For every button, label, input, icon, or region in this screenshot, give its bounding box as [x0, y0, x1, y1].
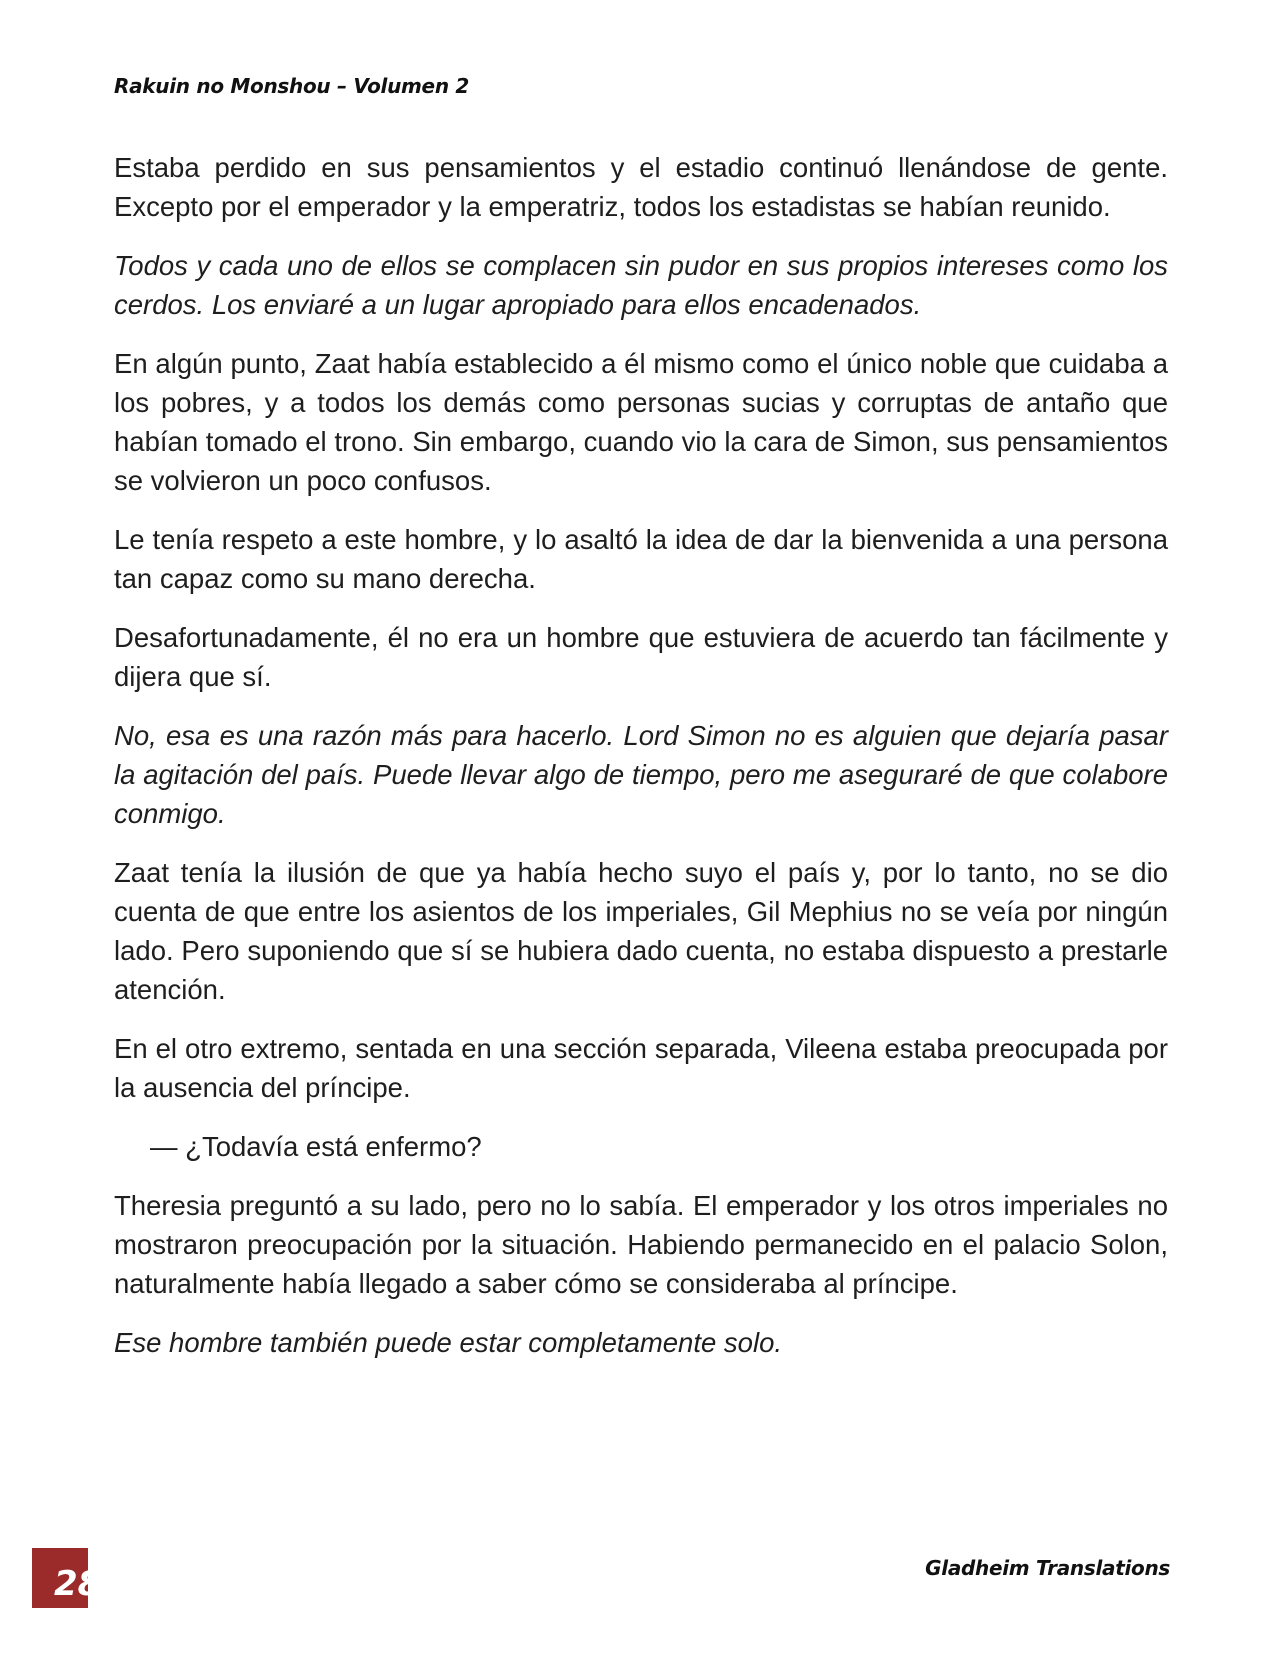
- paragraph: Zaat tenía la ilusión de que ya había hecho suyo el país y, por lo tanto, no se dio cuenta de que entre los asientos de los imperiales, Gil Mephius no se veía por ningún lado. Pero suponiendo que sí se hubiera dado cuenta, no estaba dispuesto a prestarle atención.: [114, 857, 1168, 1005]
- paragraph: Theresia preguntó a su lado, pero no lo sabía. El emperador y los otros imperiales no mostraron preocupación por la situación. Habiendo permanecido en el palacio Solon, naturalmente había llegado a saber cómo se consideraba al príncipe.: [114, 1190, 1168, 1299]
- paragraph: Estaba perdido en sus pensamientos y el estadio continuó llenándose de gente. Excepto por el emperador y la emperatriz, todos los estadistas se habían reunido.: [114, 152, 1168, 222]
- paragraph: En algún punto, Zaat había establecido a él mismo como el único noble que cuidaba a los pobres, y a todos los demás como personas sucias y corruptas de antaño que habían tomado el trono. Sin embargo, cuando vio la cara de Simon, sus pensamientos se volvieron un poco confusos.: [114, 348, 1168, 496]
- paragraph-italic-thought: Todos y cada uno de ellos se complacen sin pudor en sus propios intereses como los cerdos. Los enviaré a un lugar apropiado para ellos encadenados.: [114, 250, 1168, 320]
- page-number-underline: [32, 1608, 88, 1611]
- page-number-box: [32, 1548, 102, 1610]
- paragraph: Desafortunadamente, él no era un hombre que estuviera de acuerdo tan fácilmente y dijera que sí.: [114, 622, 1168, 692]
- footer-credit: Gladheim Translations: [925, 1556, 1170, 1580]
- paragraph-italic-thought: Ese hombre también puede estar completamente solo.: [114, 1327, 783, 1358]
- dialogue-line: — ¿Todavía está enfermo?: [150, 1131, 482, 1162]
- paragraph-italic-thought: No, esa es una razón más para hacerlo. Lord Simon no es alguien que dejaría pasar la agitación del país. Puede llevar algo de tiempo, pero me aseguraré de que colabore conmigo.: [114, 720, 1168, 829]
- paragraph: En el otro extremo, sentada en una sección separada, Vileena estaba preocupada por la ausencia del príncipe.: [114, 1033, 1168, 1103]
- running-header: Rakuin no Monshou – Volumen 2: [114, 74, 470, 98]
- page-number: 28: [54, 1564, 102, 1604]
- paragraph: Le tenía respeto a este hombre, y lo asaltó la idea de dar la bienvenida a una persona tan capaz como su mano derecha.: [114, 524, 1168, 594]
- page-body: [114, 148, 1168, 1382]
